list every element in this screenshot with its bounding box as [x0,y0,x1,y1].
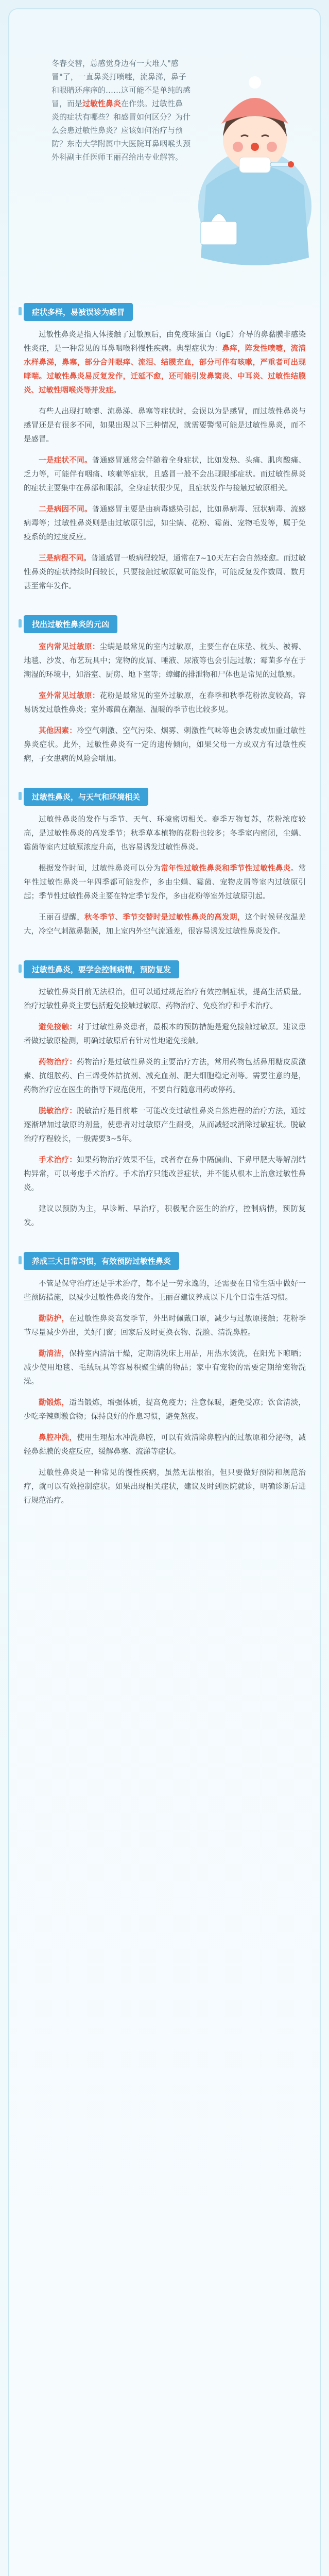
paragraph: 手术治疗：如果药物治疗效果不佳，或者存在鼻中隔偏曲、下鼻甲肥大等解剖结构异常，可以考虑手术治疗。手术治疗只能改善症状，并不能从根本上治愈过敏性鼻炎。 [24,1156,306,1192]
paragraph: 三是病程不同。普通感冒一般病程较短，通常在7~10天左右会自然痊愈。而过敏性鼻炎的症状持续时间较长，只要接触过敏原就可能发作，可能反复发作数周、数月甚至常年发作。 [24,554,306,590]
intro-text [51,57,191,164]
section-title: 过敏性鼻炎，要学会控制病情，预防复发 [24,960,179,978]
section-title: 症状多样，易被误诊为感冒 [24,303,133,321]
paragraph: 鼻腔冲洗，使用生理盐水冲洗鼻腔，可以有效清除鼻腔内的过敏原和分泌物，减轻鼻黏膜的炎症反应，缓解鼻塞、流涕等症状。 [24,1434,306,1456]
paragraph: 有些人出现打喷嚏、流鼻涕、鼻塞等症状时，会误以为是感冒，而过敏性鼻炎与感冒还是有很多不同，如果出现以下三种情况，就需要警惕可能是过敏性鼻炎，而不是感冒。 [24,408,306,444]
paragraph: 根据发作时间，过敏性鼻炎可以分为常年性过敏性鼻炎和季节性过敏性鼻炎。常年性过敏性鼻炎一年四季都可能发作，多由尘螨、霉菌、宠物皮屑等室内过敏原引起；季节性过敏性鼻炎主要在特定季节发作，多由花粉等室外过敏原引起。 [24,865,306,901]
section-4 [24,946,306,1230]
section-title: 找出过敏性鼻炎的元凶 [24,615,117,633]
section-5 [24,1238,306,1508]
paragraph: 王丽召提醒，秋冬季节、季节交替时是过敏性鼻炎的高发期，这个时候昼夜温差大，冷空气刺激鼻黏膜，加上室内外空气流通差，很容易诱发过敏性鼻炎发作。 [24,913,306,936]
intro-highlight: 过敏性鼻炎 [82,99,122,108]
section-2 [24,601,306,766]
paragraph: 脱敏治疗：脱敏治疗是目前唯一可能改变过敏性鼻炎自然进程的治疗方法，通过逐渐增加过敏原的剂量，使患者对过敏原产生耐受，从而减轻或消除过敏症状。脱敏治疗疗程较长，一般需要3~5年。 [24,1107,306,1143]
paragraph: 室外常见过敏原：花粉是最常见的室外过敏原，在春季和秋季花粉浓度较高，容易诱发过敏性鼻炎；室外霉菌在潮湿、温暖的季节也比较多见。 [24,692,306,714]
article-body [24,289,306,1515]
intro-text-before: 冬春交替，总感觉身边有一大堆人"感冒"了，一直鼻炎打喷嚏，流鼻涕，鼻子和眼睛还痒痒的……这可能不是单纯的感冒，而是 [51,59,191,108]
paragraph: 过敏性鼻炎的发作与季节、天气、环境密切相关。春季万物复苏，花粉浓度较高，是过敏性鼻炎的高发季节；秋季草本植物的花粉也较多；冬季室内密闭，尘螨、霉菌等室内过敏原浓度升高，也容易诱发过敏性鼻炎。 [24,816,306,852]
paragraph: 二是病因不同。普通感冒主要是由病毒感染引起，比如鼻病毒、冠状病毒、流感病毒等；过敏性鼻炎则是由过敏原引起，如尘螨、花粉、霉菌、宠物毛发等，属于免疫系统的过度反应。 [24,505,306,541]
section-title: 过敏性鼻炎，与天气和环境相关 [24,788,148,806]
section-3 [24,773,306,939]
paragraph: 过敏性鼻炎是一种常见的慢性疾病，虽然无法根治，但只要做好预防和规范治疗，就可以有效控制症状。如果出现相关症状，建议及时到医院就诊，明确诊断后进行规范治疗。 [24,1469,306,1505]
paragraph: 药物治疗：药物治疗是过敏性鼻炎的主要治疗方法，常用药物包括鼻用糖皮质激素、抗组胺药、白三烯受体拮抗剂、减充血剂、肥大细胞稳定剂等。需要注意的是，药物治疗应在医生的指导下规范使用，不要自行随意用药或停药。 [24,1058,306,1094]
intro-text-after: 在作祟。过敏性鼻炎的症状有哪些？和感冒如何区分？为什么会患过敏性鼻炎？应该如何治疗与预防？东南大学附属中大医院耳鼻咽喉头颈外科副主任医师王丽召给出专业解答。 [51,99,191,162]
paragraph: 室内常见过敏原：尘螨是最常见的室内过敏原，主要生存在床垫、枕头、被褥、地毯、沙发、布艺玩具中；宠物的皮屑、唾液、尿液等也会引起过敏；霉菌多存在于潮湿的环境中，如浴室、厨房、地下室等；蟑螂的排泄物和尸体也是常见的过敏原。 [24,643,306,679]
section-1 [24,289,306,594]
paragraph: 其他因素：冷空气刺激、空气污染、烟雾、刺激性气味等也会诱发或加重过敏性鼻炎症状。此外，过敏性鼻炎有一定的遗传倾向，如果父母一方或双方有过敏性疾病，子女患病的风险会增加。 [24,727,306,763]
paragraph: 勤防护，在过敏性鼻炎高发季节，外出时佩戴口罩，减少与过敏原接触；花粉季节尽量减少外出，关好门窗；回家后及时更换衣物、洗脸、清洗鼻腔。 [24,1315,306,1337]
paragraph: 不管是保守治疗还是手术治疗，都不是一劳永逸的，还需要在日常生活中做好一些预防措施，以减少过敏性鼻炎的发作。王丽召建议养成以下几个日常生活习惯。 [24,1280,306,1302]
paragraph: 过敏性鼻炎目前无法根治，但可以通过规范治疗有效控制症状，提高生活质量。治疗过敏性鼻炎主要包括避免接触过敏原、药物治疗、免疫治疗和手术治疗。 [24,988,306,1010]
paragraph: 建议以预防为主，早诊断、早治疗，积极配合医生的治疗，控制病情，预防复发。 [24,1205,306,1227]
paragraph: 过敏性鼻炎是指人体接触了过敏原后，由免疫球蛋白（IgE）介导的鼻黏膜非感染性炎症，是一种常见的耳鼻咽喉科慢性疾病。典型症状为：鼻痒，阵发性喷嚏，流清水样鼻涕，鼻塞，部分合并眼痒、流泪、结膜充血，部分可伴有咳嗽，严重者可出现哮喘。过敏性鼻炎易反复发作，迁延不愈，还可能引发鼻窦炎、中耳炎、过敏性结膜炎、过敏性咽喉炎等并发症。 [24,331,306,395]
hero-section [21,31,309,273]
paragraph: 勤清洁，保持室内清洁干燥，定期清洗床上用品，用热水烫洗，在阳光下晾晒；减少使用地毯、毛绒玩具等容易积聚尘螨的物品；家中有宠物的需要定期给宠物洗澡。 [24,1350,306,1386]
paragraph: 避免接触：对于过敏性鼻炎患者，最根本的预防措施是避免接触过敏原。建议患者做过敏原检测，明确过敏原后有针对性地避免接触。 [24,1023,306,1045]
section-title: 养成三大日常习惯，有效预防过敏性鼻炎 [24,1252,179,1270]
paragraph: 勤锻炼，适当锻炼，增强体质，提高免疫力；注意保暖，避免受凉；饮食清淡，少吃辛辣刺激食物；保持良好的作息习惯，避免熬夜。 [24,1399,306,1421]
sick-girl-illustration [191,52,319,268]
paragraph: 一是症状不同。普通感冒通常会伴随着全身症状，比如发热、头痛、肌肉酸痛、乏力等，可能伴有咽痛、咳嗽等症状，且感冒一般不会出现眼部症状。而过敏性鼻炎的症状主要集中在鼻部和眼部，全身症状很少见，且症状发作与接触过敏原相关。 [24,456,306,493]
